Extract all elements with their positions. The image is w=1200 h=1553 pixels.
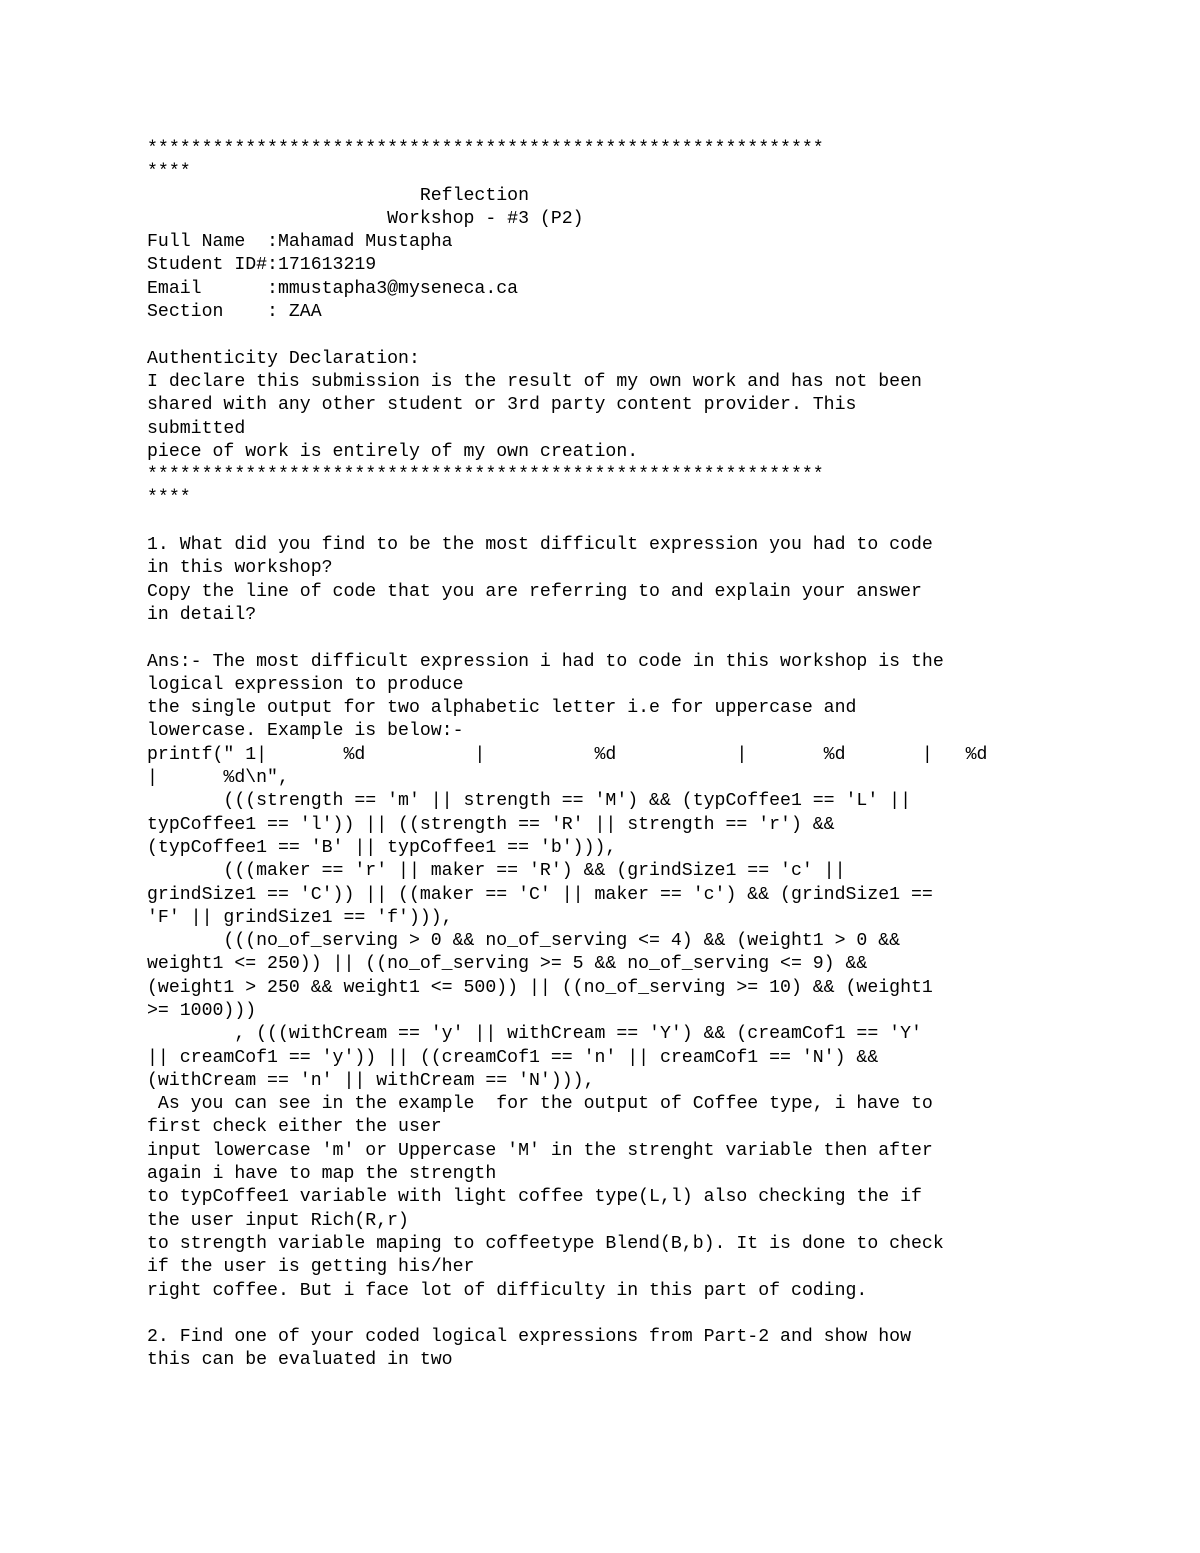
document-line: to typCoffee1 variable with light coffee type(L,l) also checking the if	[147, 1187, 922, 1208]
document-line: Ans:- The most difficult expression i had to code in this workshop is the	[147, 651, 944, 672]
document-line: ****	[147, 488, 191, 509]
document-line: Student ID#:171613219	[147, 255, 377, 276]
document-line: the user input Rich(R,r)	[147, 1210, 409, 1231]
document-line	[147, 1303, 1077, 1326]
document-line: (withCream == 'n' || withCream == 'N'))),	[147, 1070, 595, 1091]
document-line: typCoffee1 == 'l')) || ((strength == 'R' || strength == 'r') &&	[147, 814, 835, 835]
document-line: first check either the user	[147, 1117, 442, 1138]
document-line: 2. Find one of your coded logical expressions from Part-2 and show how	[147, 1327, 911, 1348]
document-line: input lowercase 'm' or Uppercase 'M' in the strenght variable then after	[147, 1140, 933, 1161]
document-line: >= 1000)))	[147, 1000, 257, 1021]
document-line: | %d\n",	[147, 768, 289, 789]
document-line: Reflection	[147, 185, 529, 206]
document-line: ****	[147, 162, 191, 183]
document-line: Workshop - #3 (P2)	[147, 208, 584, 229]
document-line: if the user is getting his/her	[147, 1257, 475, 1278]
document-line: in this workshop?	[147, 558, 333, 579]
document-line: Email :mmustapha3@myseneca.ca	[147, 278, 519, 299]
document-line: piece of work is entirely of my own creation.	[147, 441, 639, 462]
document-line: Full Name :Mahamad Mustapha	[147, 232, 453, 253]
document-line	[147, 324, 1077, 347]
document-line: || creamCof1 == 'y')) || ((creamCof1 == 'n' || creamCof1 == 'N') &&	[147, 1047, 879, 1068]
document-line: weight1 <= 250)) || ((no_of_serving >= 5 && no_of_serving <= 9) &&	[147, 954, 868, 975]
document-line: grindSize1 == 'C')) || ((maker == 'C' || maker == 'c') && (grindSize1 ==	[147, 884, 933, 905]
document-line: the single output for two alphabetic letter i.e for uppercase and	[147, 698, 857, 719]
document-line: Authenticity Declaration:	[147, 348, 420, 369]
document-line: submitted	[147, 418, 246, 439]
document-line: 1. What did you find to be the most difficult expression you had to code	[147, 535, 933, 556]
document-line: (((no_of_serving > 0 && no_of_serving <= 4) && (weight1 > 0 &&	[147, 931, 901, 952]
document-line: I declare this submission is the result of my own work and has not been	[147, 371, 922, 392]
document-line: , (((withCream == 'y' || withCream == 'Y') && (creamCof1 == 'Y'	[147, 1024, 922, 1045]
reflection-text	[147, 138, 1077, 1373]
document-line: again i have to map the strength	[147, 1164, 497, 1185]
document-line: in detail?	[147, 604, 257, 625]
document-line: As you can see in the example for the output of Coffee type, i have to	[147, 1094, 933, 1115]
document-line: (weight1 > 250 && weight1 <= 500)) || ((no_of_serving >= 10) && (weight1	[147, 977, 933, 998]
document-line: (((maker == 'r' || maker == 'R') && (grindSize1 == 'c' ||	[147, 861, 846, 882]
document-line	[147, 627, 1077, 650]
document-line: lowercase. Example is below:-	[147, 721, 464, 742]
document-line: **************************************************************	[147, 139, 824, 159]
document-line: 'F' || grindSize1 == 'f'))),	[147, 907, 453, 928]
document-line	[147, 511, 1077, 534]
document-line: Section : ZAA	[147, 302, 322, 323]
document-line: (((strength == 'm' || strength == 'M') && (typCoffee1 == 'L' ||	[147, 791, 911, 812]
document-line: printf(" 1| %d | %d | %d | %d	[147, 744, 988, 765]
document-line: (typCoffee1 == 'B' || typCoffee1 == 'b'))),	[147, 837, 617, 858]
document-line: Copy the line of code that you are referring to and explain your answer	[147, 581, 922, 602]
document-line: this can be evaluated in two	[147, 1350, 453, 1371]
document-line: **************************************************************	[147, 465, 824, 486]
document-line: right coffee. But i face lot of difficulty in this part of coding.	[147, 1280, 868, 1301]
document-line: shared with any other student or 3rd party content provider. This	[147, 395, 857, 416]
document-line: logical expression to produce	[147, 674, 464, 695]
document-line: to strength variable maping to coffeetype Blend(B,b). It is done to check	[147, 1233, 944, 1254]
